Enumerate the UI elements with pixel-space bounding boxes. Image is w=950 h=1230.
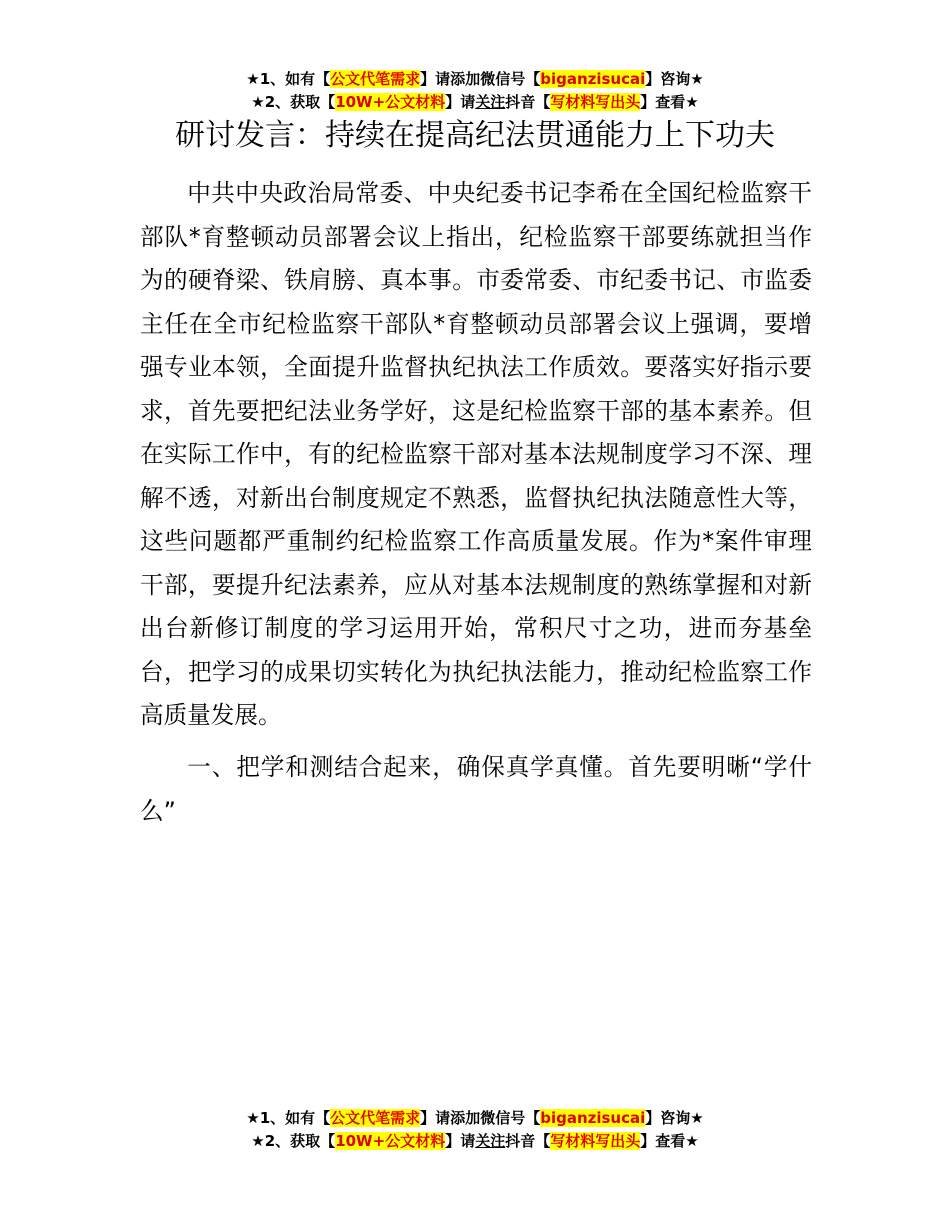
footer-notice <box>0 1107 950 1153</box>
footer-notice-line-2: ★2、获取【10W+公文材料】请关注抖音【写材料写出头】查看★ <box>251 1132 699 1150</box>
header-highlight-ghostwriting: 公文代笔需求 <box>330 70 421 88</box>
header-notice-line-2: ★2、获取【10W+公文材料】请关注抖音【写材料写出头】查看★ <box>251 93 699 111</box>
header-notice <box>0 68 950 114</box>
body-paragraph-1: 中共中央政治局常委、中央纪委书记李希在全国纪检监察干部队*育整顿动员部署会议上指出，纪检监察干部要练就担当作为的硬脊梁、铁肩膀、真本事。市委常委、市纪委书记、市监委主任在全市纪检监察干部队*育整顿动员部署会议上强调，要增强专业本领，全面提升监督执纪执法工作质效。要落实好指示要求，首先要把纪法业务学好，这是纪检监察干部的基本素养。但在实际工作中，有的纪检监察干部对基本法规制度学习不深、理解不透，对新出台制度规定不熟悉，监督执纪执法随意性大等，这些问题都严重制约纪检监察工作高质量发展。作为*案件审理干部，要提升纪法素养，应从对基本法规制度的熟练掌握和对新出台新修订制度的学习运用开始，常积尺寸之功，进而夯基垒台，把学习的成果切实转化为执纪执法能力，推动纪检监察工作高质量发展。 <box>140 179 812 729</box>
header-highlight-materials: 10W+公文材料 <box>335 93 446 111</box>
document-title: 研讨发言：持续在提高纪法贯通能力上下功夫 <box>175 118 775 153</box>
footer-notice-line-1: ★1、如有【公文代笔需求】请添加微信号【biganzisucai】咨询★ <box>246 1109 704 1127</box>
header-highlight-wechat-id: biganzisucai <box>540 70 646 88</box>
footer-highlight-wechat-id: biganzisucai <box>540 1109 646 1127</box>
footer-highlight-materials: 10W+公文材料 <box>335 1132 446 1150</box>
body-paragraph-2: 一、把学和测结合起来，确保真学真懂。首先要明晰“学什么” <box>140 753 812 825</box>
footer-highlight-ghostwriting: 公文代笔需求 <box>330 1109 421 1127</box>
header-notice-line-1: ★1、如有【公文代笔需求】请添加微信号【biganzisucai】咨询★ <box>246 70 704 88</box>
footer-highlight-douyin-account: 写材料写出头 <box>550 1132 641 1150</box>
header-highlight-douyin-account: 写材料写出头 <box>550 93 641 111</box>
